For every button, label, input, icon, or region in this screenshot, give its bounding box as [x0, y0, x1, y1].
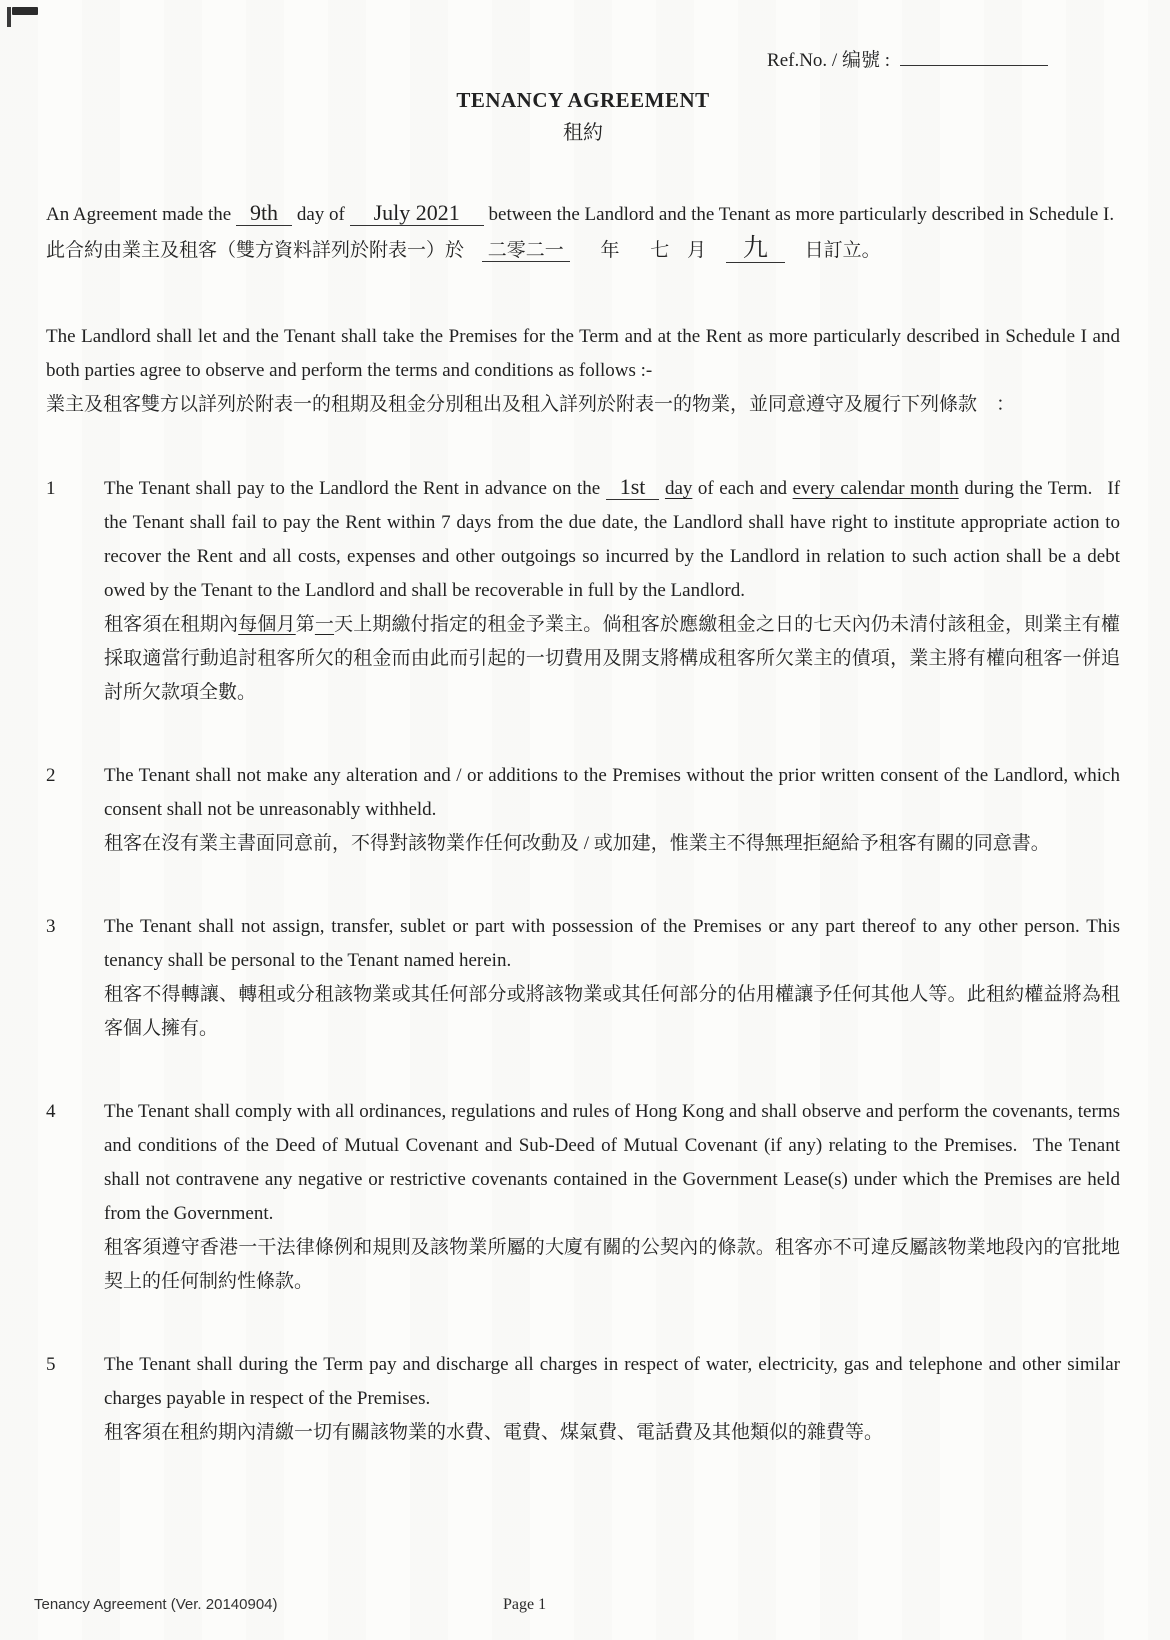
clause-text-run: of each and [697, 478, 788, 499]
document-title-zh: 租約 [563, 122, 603, 144]
underlined-run: day [664, 478, 693, 499]
scan-artifact [12, 7, 38, 15]
ref-number-line [46, 44, 1120, 78]
agreement-date-fill: July 2021 [350, 200, 484, 226]
agreement-month-zh-fill: 七 [650, 240, 670, 261]
clause-text-run: 天上期繳付指定的租金予業主。倘租客於應繳租金之日的七天內仍未清付該租金，則業主有權採取適當行動追討租客所欠的租金而由此而引起的一切費用及開支將構成租客所欠業主的債項，業主將有權向租客一併追討所欠款項全數。 [104, 614, 1120, 703]
intro-text-en: day of [296, 204, 345, 225]
clause-text-zh: 租客須遵守香港一干法律條例和規則及該物業所屬的大廈有關的公契內的條款。租客亦不可違反屬該物業地段內的官批地契上的任何制約性條款。 [104, 1237, 1120, 1292]
clause-text-run: The Tenant shall pay to the Landlord the Rent in advance on the [104, 478, 601, 499]
clause-number: 4 [46, 1101, 56, 1122]
clause-list [46, 472, 1120, 1450]
intro-text-zh: 日訂立。 [804, 240, 881, 261]
footer-page-number: Page 1 [503, 1596, 547, 1613]
document-title-block [46, 84, 1120, 150]
intro-text-zh: 此合約由業主及租客（雙方資料詳列於附表一）於 [46, 240, 465, 261]
month-label-zh: 月 [687, 240, 707, 261]
clause-text-zh: 租客須在租約期內清繳一切有關該物業的水費、電費、煤氣費、電話費及其他類似的雜費等。 [104, 1422, 884, 1443]
clause-2 [46, 759, 1120, 861]
underlined-run: 每個月 [238, 614, 296, 635]
intro-text-en: An Agreement made the [46, 204, 232, 225]
intro-paragraph [46, 198, 1120, 268]
preamble-text-zh: 業主及租客雙方以詳列於附表一的租期及租金分別租出及租入詳列於附表一的物業，並同意遵守及履行下列條款 ： [46, 394, 1016, 415]
ref-number-label: Ref.No. / 编號 : [767, 50, 890, 71]
underlined-run: every calendar month [792, 478, 959, 499]
ref-number-blank [900, 47, 1048, 66]
clause-number: 5 [46, 1354, 56, 1375]
preamble-text-en: The Landlord shall let and the Tenant shall take the Premises for the Term and at the Rent as more particularly described in Schedule I and both parties agree to observe and perform the terms and conditions as follows :- [46, 326, 1120, 381]
clause-text-run: 租客須在租期內 [104, 614, 239, 635]
agreement-year-zh-fill: 二零二一 [482, 240, 570, 262]
clause-text-en: The Tenant shall not make any alteration and / or additions to the Premises without the prior written consent of the Landlord, which consent shall not be unreasonably withheld. [104, 765, 1120, 820]
clause-text-run: 第 [295, 614, 315, 635]
underlined-run: 一 [314, 614, 335, 635]
clause-text-run: during the Term. If the Tenant shall fail to pay the Rent within 7 days from the due date, the Landlord shall have right to institute appropriate action to recover the Rent and all costs, expenses and other outgoings so incurred by the Landlord in relation to such action shall be a debt owed by the Tenant to the Landlord and shall be recoverable in full by the Landlord. [104, 478, 1121, 601]
rent-day-fill: 1st [606, 474, 660, 500]
scan-artifact [7, 7, 11, 27]
clause-text-zh: 租客在沒有業主書面同意前，不得對該物業作任何改動及 / 或加建，惟業主不得無理拒絕給予租客有關的同意書。 [104, 833, 1050, 854]
clause-text-en: The Tenant shall not assign, transfer, sublet or part with possession of the Premises or any part thereof to any other person. This tenancy shall be personal to the Tenant named herein. [104, 916, 1120, 971]
clause-number: 1 [46, 478, 56, 499]
clause-5 [46, 1348, 1120, 1450]
year-label-zh: 年 [600, 240, 620, 261]
clause-text-en [104, 472, 1120, 608]
clause-number: 2 [46, 765, 56, 786]
clause-1 [46, 472, 1120, 710]
intro-text-en: between the Landlord and the Tenant as more particularly described in Schedule I. [488, 204, 1115, 225]
clause-3 [46, 910, 1120, 1046]
document-title: TENANCY AGREEMENT [456, 88, 710, 112]
agreement-day-fill: 9th [236, 200, 292, 226]
agreement-day-zh-fill: 九 [726, 235, 785, 263]
clause-text-zh [104, 608, 1120, 710]
clause-number: 3 [46, 916, 56, 937]
clause-text-en: The Tenant shall comply with all ordinances, regulations and rules of Hong Kong and shall observe and perform the covenants, terms and conditions of the Deed of Mutual Covenant and Sub-Deed of Mutual Covenant (if any) relating to the Premises. The Tenant shall not contravene any negative or restrictive covenants contained in the Government Lease(s) under which the Premises are held from the Government. [104, 1101, 1120, 1224]
footer-version: Tenancy Agreement (Ver. 20140904) [34, 1596, 278, 1613]
clause-text-zh: 租客不得轉讓、轉租或分租該物業或其任何部分或將該物業或其任何部分的佔用權讓予任何其他人等。此租約權益將為租客個人擁有。 [104, 984, 1120, 1039]
clause-4 [46, 1095, 1120, 1299]
preamble-paragraph [46, 320, 1120, 422]
clause-text-en: The Tenant shall during the Term pay and discharge all charges in respect of water, electricity, gas and telephone and other similar charges payable in respect of the Premises. [104, 1354, 1120, 1409]
